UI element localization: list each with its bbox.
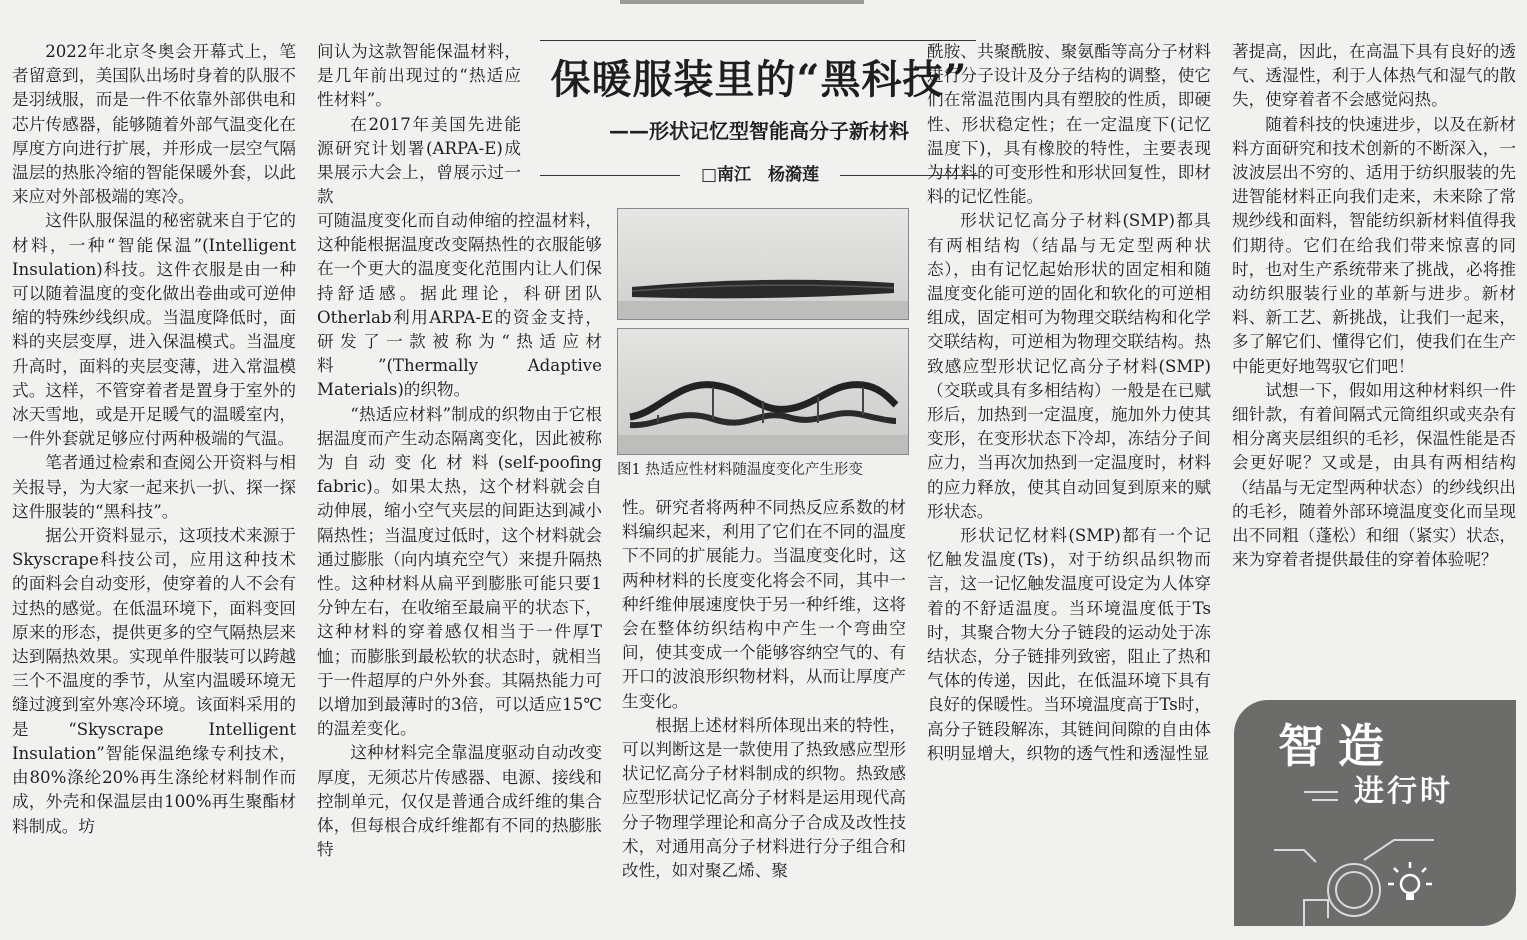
article-column-4 <box>927 40 1211 938</box>
article-subtitle: ——形状记忆型智能高分子新材料 <box>609 119 909 143</box>
article-column-3 <box>622 496 906 938</box>
headline-rule <box>540 40 976 41</box>
paragraph: 2022年北京冬奥会开幕式上，笔者留意到，美国队出场时身着的队服不是羽绒服，而是一件不依靠外部供电和芯片传感器，能够随着外部气温变化在厚度方向进行扩展，并形成一层空气隔温层的热胀冷缩的智能保暖外套，以此来应对外部极端的寒冷。 <box>12 42 296 207</box>
paragraph: 在2017年美国先进能源研究计划署(ARPA-E)成果展示大会上，曾展示过一款 <box>317 114 521 207</box>
paragraph: “热适应材料”制成的织物由于它根据温度而产生动态隔离变化，因此被称为自动变化材料(self-poofing fabric)。如果太热，这个材料就会自动伸展，缩小空气夹层的间距达到减小隔热性；当温度过低时，这个材料就会通过膨胀（向内填充空气）来提升隔热性。这种材料从扁平到膨胀可能只要1分钟左右，在收缩至最扁平的状态下，这种材料的穿着感仅相当于一件厚T恤；而膨胀到最松软的状态时，就相当于一件超厚的户外外套。其隔热能力可以增加到最薄时的3倍，可以适应15℃的温差变化。 <box>317 404 602 739</box>
article-column-1 <box>12 40 296 938</box>
paragraph: 间认为这款智能保温材料，是几年前出现过的“热适应性材料”。 <box>317 42 521 110</box>
top-decoration-bar <box>620 0 864 4</box>
paragraph: 据公开资料显示，这项技术来源于Skyscrape科技公司，应用这种技术的面料会自动变形，使穿着的人不会有过热的感觉。在低温环境下，面料变回原来的形态，提供更多的空气隔热层来达到隔热效果。实现单件服装可以跨越三个不温度的季节，从室内温暖环境无缝过渡到室外寒冷环境。该面料采用的是“Skyscrape Intelligent Insulation”智能保温绝缘专利技术，由80%涤纶20%再生涤纶材料制作而成，外壳和保温层由100%再生聚酯材料制成。坊 <box>12 526 296 836</box>
article-column-5 <box>1232 40 1516 700</box>
figure-photo-flat-fabric <box>617 208 909 320</box>
paragraph: 性。研究者将两种不同热反应系数的材料编织起来，利用了它们在不同的温度下不同的扩展能力。当温度变化时，这两种材料的长度变化将会不同，其中一种纤维伸展速度快于另一种纤维，这将会在整体纺织结构中产生一个弯曲空间，使其变成一个能够容纳空气的、有开口的波浪形织物材料，从而让厚度产生变化。 <box>622 498 906 711</box>
paragraph: 根据上述材料所体现出来的特性，可以判断这是一款使用了热致感应型形状记忆高分子材料制成的织物。热致感应型形状记忆高分子材料是运用现代高分子物理学理论和高分子合成及改性技术，对通用高分子材料进行分子组合和改性，如对聚乙烯、聚 <box>622 715 906 881</box>
paragraph: 笔者通过检索和查阅公开资料与相关报导，为大家一起来扒一扒、探一探这件服装的“黑科技”。 <box>12 453 296 521</box>
column-badge <box>1234 700 1516 926</box>
byline-authors: □南江 杨漪莲 <box>700 165 820 185</box>
paragraph: 形状记忆材料(SMP)都有一个记忆触发温度(Ts)，对于纺织品织物而言，这一记忆触发温度可设定为人体穿着的不舒适温度。当环境温度低于Ts时，其聚合物大分子链段的运动处于冻结状态，分子链排列致密，阻止了热和气体的传递，因此，在低温环境下具有良好的保暖性。当环境温度高于Ts时，高分子链段解冻，其链间间隙的自由体积明显增大，织物的透气性和透湿性显 <box>927 526 1211 763</box>
paragraph: 这件队服保温的秘密就来自于它的材料，一种“智能保温”(Intelligent Insulation)科技。这件衣服是由一种可以随着温度的变化做出卷曲或可逆伸缩的特殊纱线织成。当温度降低时，面料的夹层变厚，进入保温模式。当温度升高时，面料的夹层变薄，进入常温模式。这样，不管穿着者是置身于室外的冰天雪地，或是开足暖气的温暖室内，一件外套就足够应付两种极端的气温。 <box>12 211 296 449</box>
paragraph: 随着科技的快速进步，以及在新材料方面研究和技术创新的不断深入，一波波层出不穷的、适用于纺织服装的先进智能材料正向我们走来，未来除了常规纱线和面料，智能纺织新材料值得我们期待。它们在给我们带来惊喜的同时，也对生产系统带来了挑战，必将推动纺织服装行业的革新与进步。新材料、新工艺、新挑战，让我们一起来，多了解它们、懂得它们，使我们在生产中能更好地驾驭它们吧！ <box>1232 114 1516 376</box>
figure-photo-wavy-fabric <box>617 328 909 455</box>
paragraph: 形状记忆高分子材料(SMP)都具有两相结构（结晶与无定型两种状态），由有记忆起始形状的固定相和随温度变化能可逆的固化和软化的可逆相组成，固定相可为物理交联结构和化学交联结构，可逆相为物理交联结构。热致感应型形状记忆高分子材料(SMP)（交联或具有多相结构）一般是在已赋形后，加热到一定温度，施加外力使其变形，在变形状态下冷却，冻结分子间应力，当再次加热到一定温度时，材料的应力释放，使其自动回复到原来的赋形状态。 <box>927 211 1211 521</box>
lightbulb-icon <box>1388 862 1432 900</box>
paragraph: 这种材料完全靠温度驱动自动改变厚度，无须芯片传感器、电源、接线和控制单元，仅仅是普通合成纤维的集合体，但每根合成纤维都有不同的热膨胀特 <box>317 743 602 860</box>
paragraph: 著提高，因此，在高温下具有良好的透气、透湿性，利于人体热气和湿气的散失，使穿着者不会感觉闷热。 <box>1232 42 1516 110</box>
badge-title: 智造 <box>1278 719 1398 773</box>
paragraph: 酰胺、共聚酰胺、聚氨酯等高分子材料进行分子设计及分子结构的调整，使它们在常温范围内具有塑胶的性质，即硬性、形状稳定性；在一定温度下(记忆温度下)，具有橡胶的特性，主要表现为材料的可变形性和形状回复性，即材料的记忆性能。 <box>927 42 1211 207</box>
badge-subtitle: 进行时 <box>1354 774 1453 809</box>
figure-caption: 图1 热适应性材料随温度变化产生形变 <box>617 462 863 478</box>
paragraph: 试想一下，假如用这种材料织一件细针款，有着间隔式元筒组织或夹杂有相分离夹层组织的毛衫，保温性能是否会更好呢？又或是，由具有两相结构（结晶与无定型两种状态）的纱线织出的毛衫，随着外部环境温度变化而呈现出不同粗（蓬松）和细（紧实）状态，来为穿着者提供最佳的穿着体验呢？ <box>1232 380 1516 570</box>
byline <box>540 162 978 188</box>
article-title: 保暖服装里的“黑科技” <box>550 56 968 103</box>
byline-rule-left <box>540 175 680 176</box>
article-column-2 <box>317 209 602 938</box>
article-column-2-top <box>317 40 521 210</box>
paragraph: 可随温度变化而自动伸缩的控温材料，这种能根据温度改变隔热性的衣服能够在一个更大的温度变化范围内让人们保持舒适感。据此理论，科研团队Otherlab利用ARPA-E的资金支持，研发了一款被称为“热适应材料”(Thermally Adaptive Materials)的织物。 <box>317 211 602 400</box>
headline-block <box>540 40 978 200</box>
